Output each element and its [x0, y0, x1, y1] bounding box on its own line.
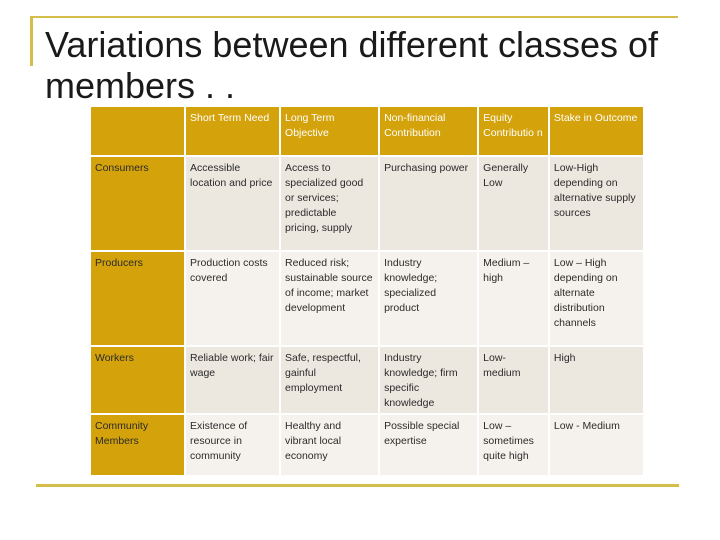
table-cell: Low-High depending on alternative supply sources [550, 157, 643, 250]
header-stake-in-outcome: Stake in Outcome [550, 107, 643, 155]
table-cell: Safe, respectful, gainful employment [281, 347, 378, 413]
table-cell: Generally Low [479, 157, 548, 250]
table-cell: Low - Medium [550, 415, 643, 475]
table-cell: High [550, 347, 643, 413]
table-header-row [91, 107, 643, 155]
bottom-rule [36, 484, 679, 487]
header-equity-contribution: Equity Contributio n [479, 107, 548, 155]
top-rule [30, 16, 678, 18]
table-row [91, 347, 643, 413]
table-cell: Medium – high [479, 252, 548, 345]
table-cell: Reliable work; fair wage [186, 347, 279, 413]
row-label-producers: Producers [91, 252, 184, 345]
table-row [91, 157, 643, 250]
table-cell: Production costs covered [186, 252, 279, 345]
table-row [91, 252, 643, 345]
table-cell: Industry knowledge; firm specific knowledge [380, 347, 477, 413]
table-cell: Reduced risk; sustainable source of income; market development [281, 252, 378, 345]
table-cell: Existence of resource in community [186, 415, 279, 475]
table-cell: Possible special expertise [380, 415, 477, 475]
header-short-term-need: Short Term Need [186, 107, 279, 155]
header-long-term-objective: Long Term Objective [281, 107, 378, 155]
members-table [89, 105, 645, 477]
table-cell: Purchasing power [380, 157, 477, 250]
header-non-financial-contribution: Non-financial Contribution [380, 107, 477, 155]
table-cell: Accessible location and price [186, 157, 279, 250]
row-label-community-members: Community Members [91, 415, 184, 475]
table-cell: Low – High depending on alternate distribution channels [550, 252, 643, 345]
table-cell: Access to specialized good or services; predictable pricing, supply [281, 157, 378, 250]
header-corner [91, 107, 184, 155]
row-label-consumers: Consumers [91, 157, 184, 250]
table-cell: Healthy and vibrant local economy [281, 415, 378, 475]
table-row [91, 415, 643, 475]
table-cell: Low – sometimes quite high [479, 415, 548, 475]
left-rule [30, 16, 33, 66]
table-cell: Industry knowledge; specialized product [380, 252, 477, 345]
row-label-workers: Workers [91, 347, 184, 413]
slide-title: Variations between different classes of members . . [45, 24, 659, 106]
table-cell: Low-medium [479, 347, 548, 413]
